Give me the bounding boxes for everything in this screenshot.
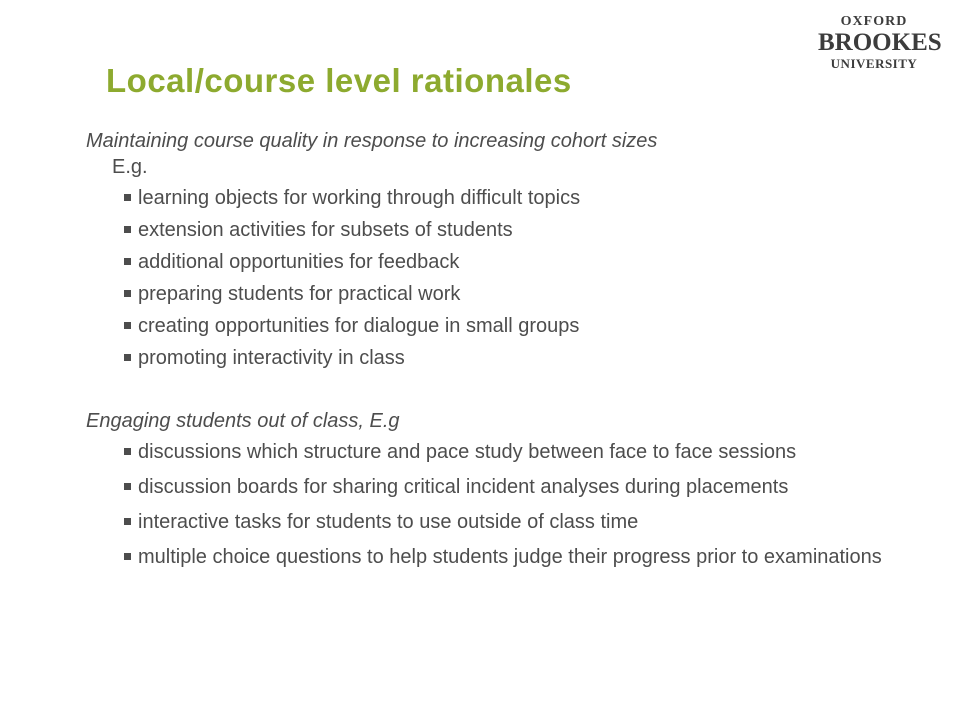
list-item-text: additional opportunities for feedback — [138, 251, 460, 273]
logo-line-brookes: BROOKES — [818, 29, 942, 56]
list-item — [124, 346, 896, 370]
list-item-text: discussions which structure and pace study between face to face sessions — [138, 441, 797, 463]
slide-content — [86, 128, 896, 580]
list-item — [124, 475, 896, 499]
bullet-icon — [124, 553, 131, 560]
list-item-text: preparing students for practical work — [138, 283, 461, 305]
bullet-icon — [124, 226, 131, 233]
list-item-text: discussion boards for sharing critical incident analyses during placements — [138, 476, 789, 498]
bullet-icon — [124, 290, 131, 297]
list-item — [124, 314, 896, 338]
list-item — [124, 440, 896, 464]
section2-lead: Engaging students out of class, E.g — [86, 410, 400, 432]
bullet-icon — [124, 194, 131, 201]
list-item-text: learning objects for working through difficult topics — [138, 187, 581, 209]
list-item — [124, 218, 896, 242]
logo-line-university: UNIVERSITY — [830, 56, 918, 71]
list-item-text: interactive tasks for students to use outside of class time — [138, 511, 639, 533]
list-item — [124, 250, 896, 274]
list-item — [124, 510, 896, 534]
university-logo — [818, 14, 942, 71]
bullet-icon — [124, 322, 131, 329]
slide-title: Local/course level rationales — [106, 62, 572, 99]
list-item — [124, 282, 896, 306]
bullet-icon — [124, 483, 131, 490]
section1-lead-text: Maintaining course quality in response to increasing cohort sizes — [86, 130, 658, 152]
section1-lead — [86, 128, 896, 180]
list-item-text: creating opportunities for dialogue in small groups — [138, 315, 580, 337]
list-item — [124, 545, 896, 569]
list-item-text: extension activities for subsets of students — [138, 219, 513, 241]
bullet-icon — [124, 354, 131, 361]
section2-list — [86, 440, 896, 569]
section1-eg: E.g. — [112, 156, 148, 178]
logo-line-oxford: OXFORD — [840, 14, 908, 29]
list-item — [124, 186, 896, 210]
bullet-icon — [124, 258, 131, 265]
list-item-text: multiple choice questions to help students judge their progress prior to examinations — [138, 546, 882, 568]
section1-list — [86, 186, 896, 370]
bullet-icon — [124, 518, 131, 525]
bullet-icon — [124, 448, 131, 455]
list-item-text: promoting interactivity in class — [138, 347, 405, 369]
